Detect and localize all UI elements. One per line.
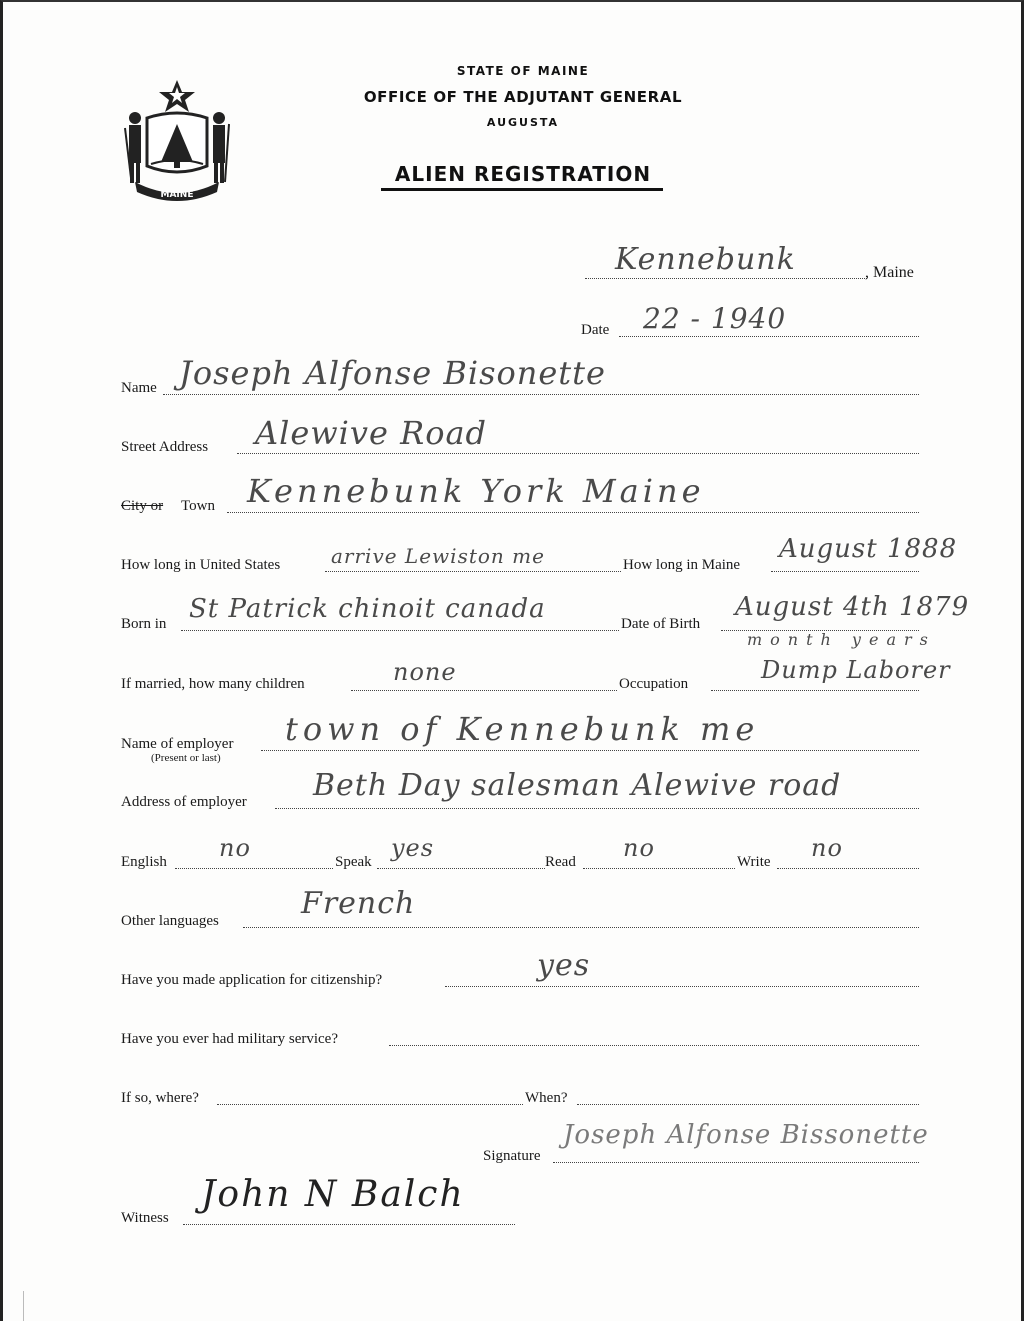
date-label: Date (581, 322, 610, 338)
born-in-label: Born in (121, 616, 167, 632)
where-field[interactable] (217, 1104, 523, 1105)
english-label: English (121, 854, 167, 870)
witness-label: Witness (121, 1210, 169, 1226)
other-languages-label: Other languages (121, 913, 219, 929)
occupation-label: Occupation (619, 676, 689, 692)
how-long-us-value: arrive Lewiston me (331, 544, 545, 568)
read-field[interactable] (583, 868, 735, 869)
how-long-us-field[interactable] (325, 571, 621, 572)
witness-signature: John N Balch (201, 1174, 465, 1215)
maine-suffix: , Maine (865, 264, 914, 281)
town-value: Kennebunk (615, 242, 796, 277)
name-field[interactable] (163, 394, 919, 395)
signature-value: Joseph Alfonse Bissonette (563, 1120, 929, 1150)
children-field[interactable] (351, 690, 617, 691)
name-label: Name (121, 380, 157, 396)
street-label: Street Address (121, 439, 209, 455)
citizenship-value: yes (537, 948, 591, 983)
speak-label: Speak (335, 854, 372, 870)
citizenship-field[interactable] (445, 986, 919, 987)
date-of-birth-value: August 4th 1879 (735, 592, 970, 622)
other-languages-value: French (301, 886, 416, 921)
header-office: OFFICE OF THE ADJUTANT GENERAL (363, 88, 683, 106)
write-label: Write (737, 854, 771, 870)
born-in-value: St Patrick chinoit canada (189, 594, 546, 624)
english-value: no (219, 834, 251, 862)
when-field[interactable] (577, 1104, 919, 1105)
how-long-maine-value: August 1888 (779, 534, 958, 564)
employer-value: town of Kennebunk me (285, 710, 760, 748)
military-label: Have you ever had military service? (121, 1031, 338, 1047)
street-field[interactable] (237, 453, 919, 454)
citizenship-label: Have you made application for citizenship? (121, 972, 383, 988)
married-children-label: If married, how many children (121, 676, 305, 692)
employer-address-field[interactable] (275, 808, 919, 809)
speak-field[interactable] (377, 868, 545, 869)
read-value: no (623, 834, 655, 862)
occupation-value: Dump Laborer (761, 656, 951, 684)
signature-field[interactable] (553, 1162, 919, 1163)
maine-state-seal (121, 78, 233, 202)
date-value: 22 - 1940 (643, 302, 787, 335)
other-languages-field[interactable] (243, 927, 919, 928)
born-in-field[interactable] (181, 630, 619, 631)
children-value: none (393, 658, 457, 686)
how-long-us-label: How long in United States (121, 557, 281, 573)
page-corner-fold (3, 1291, 24, 1321)
town-field[interactable] (585, 278, 867, 279)
city-label-struck: City or (121, 498, 164, 514)
name-value: Joseph Alfonse Bisonette (179, 354, 606, 392)
city-town-field[interactable] (227, 512, 919, 513)
military-field[interactable] (389, 1045, 919, 1046)
speak-value: yes (391, 834, 435, 862)
how-long-maine-label: How long in Maine (623, 557, 741, 573)
employer-label: Name of employer (121, 736, 234, 752)
city-town-value: Kennebunk York Maine (247, 472, 705, 510)
signature-label: Signature (483, 1148, 541, 1164)
header-state: STATE OF MAINE (456, 64, 590, 78)
write-value: no (811, 834, 843, 862)
employer-address-label: Address of employer (121, 794, 247, 810)
when-label: When? (525, 1090, 568, 1106)
employer-field[interactable] (261, 750, 919, 751)
occupation-field[interactable] (711, 690, 919, 691)
how-long-maine-field[interactable] (771, 571, 919, 572)
english-field[interactable] (175, 868, 333, 869)
form-title: ALIEN REGISTRATION (394, 162, 652, 186)
date-field[interactable] (619, 336, 919, 337)
seal-lettering: MAINE (160, 190, 194, 200)
title-underline (381, 188, 663, 191)
date-of-birth-label: Date of Birth (621, 616, 701, 632)
employer-address-value: Beth Day salesman Alewive road (313, 768, 842, 803)
town-label: Town (181, 498, 215, 514)
header-city: AUGUSTA (486, 116, 560, 129)
employer-note: (Present or last) (151, 752, 221, 764)
read-label: Read (545, 854, 576, 870)
street-value: Alewive Road (255, 414, 488, 452)
date-of-birth-note: month years (747, 630, 936, 649)
write-field[interactable] (777, 868, 919, 869)
where-label: If so, where? (121, 1090, 199, 1106)
witness-field[interactable] (183, 1224, 515, 1225)
